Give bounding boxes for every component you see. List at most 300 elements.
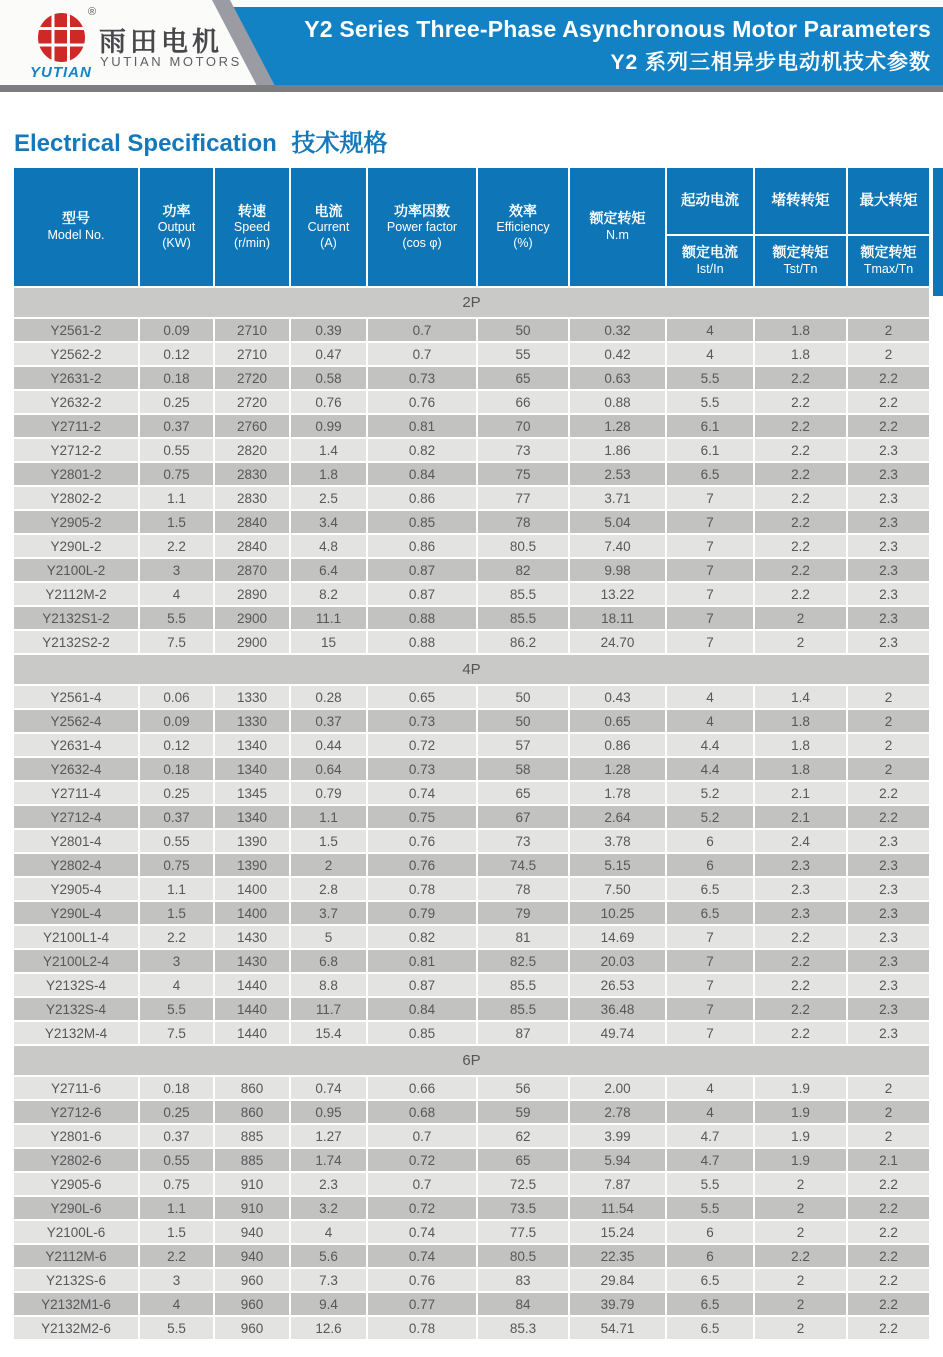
table-cell: 1430	[215, 926, 289, 948]
table-cell: 0.72	[368, 1197, 476, 1219]
table-cell: Y2100L2-4	[14, 950, 138, 972]
brand-name-english: YUTIAN MOTORS	[100, 54, 242, 69]
table-cell: Y2712-2	[14, 439, 138, 461]
table-cell: 5	[291, 926, 366, 948]
table-cell: Y2132S-4	[14, 974, 138, 996]
table-cell: 2	[755, 1269, 846, 1291]
table-cell: 2.2	[848, 1221, 929, 1243]
table-cell: Y2561-4	[14, 686, 138, 708]
table-cell: Y2711-6	[14, 1077, 138, 1099]
table-cell: 0.82	[368, 926, 476, 948]
table-cell: 0.84	[368, 998, 476, 1020]
table-cell: 0.77	[368, 1293, 476, 1315]
table-cell: 1400	[215, 902, 289, 924]
table-cell: 1.27	[291, 1125, 366, 1147]
table-cell: 1.8	[755, 343, 846, 365]
table-cell: 2.3	[848, 535, 929, 557]
table-cell: 0.7	[368, 1125, 476, 1147]
table-cell: 54.71	[570, 1317, 665, 1339]
table-cell: 2.3	[848, 950, 929, 972]
table-cell: 2.00	[570, 1077, 665, 1099]
table-cell: 2.3	[848, 511, 929, 533]
table-cell: 2.3	[848, 1022, 929, 1044]
table-cell: 0.44	[291, 734, 366, 756]
table-cell: 0.79	[368, 902, 476, 924]
table-cell: 1.4	[755, 686, 846, 708]
table-cell: 2.1	[755, 782, 846, 804]
table-cell: Y2801-4	[14, 830, 138, 852]
table-cell: 2.2	[755, 926, 846, 948]
section-band-label: 4P	[462, 661, 481, 678]
table-cell: 50	[478, 319, 568, 341]
table-cell: 2.3	[848, 559, 929, 581]
table-cell: 2.2	[140, 1245, 213, 1267]
table-cell: 2.1	[848, 1149, 929, 1171]
table-cell: 62	[478, 1125, 568, 1147]
table-cell: 2820	[215, 439, 289, 461]
table-cell: 8.8	[291, 974, 366, 996]
table-cell: 0.09	[140, 710, 213, 732]
table-cell: 2.8	[291, 878, 366, 900]
table-cell: 0.75	[140, 1173, 213, 1195]
table-cell: 885	[215, 1149, 289, 1171]
table-row	[14, 758, 929, 780]
table-cell: 1.9	[755, 1077, 846, 1099]
table-cell: 2.2	[848, 367, 929, 389]
section-band	[14, 1046, 929, 1075]
table-cell: 1340	[215, 734, 289, 756]
table-cell: 2.3	[848, 830, 929, 852]
table-cell: 2.2	[140, 535, 213, 557]
header-edge-accent	[933, 168, 943, 296]
table-cell: 1440	[215, 974, 289, 996]
table-cell: 2.4	[755, 830, 846, 852]
table-cell: 1.9	[755, 1101, 846, 1123]
table-cell: 2.2	[848, 782, 929, 804]
table-cell: 5.94	[570, 1149, 665, 1171]
table-cell: 74.5	[478, 854, 568, 876]
table-cell: 2.2	[755, 535, 846, 557]
table-cell: 0.72	[368, 734, 476, 756]
table-cell: 4	[140, 1293, 213, 1315]
column-header-starting-current-top: 起动电流	[667, 168, 753, 234]
table-row	[14, 878, 929, 900]
table-cell: 0.25	[140, 391, 213, 413]
table-cell: 1440	[215, 1022, 289, 1044]
table-cell: Y2801-2	[14, 463, 138, 485]
table-cell: 2.3	[848, 926, 929, 948]
table-cell: 0.76	[368, 1269, 476, 1291]
table-cell: 0.43	[570, 686, 665, 708]
table-cell: 0.76	[368, 391, 476, 413]
table-cell: 2.2	[848, 1173, 929, 1195]
column-header-efficiency: 效率 Efficiency (%)	[478, 168, 568, 286]
table-cell: 85.3	[478, 1317, 568, 1339]
table-cell: 4	[667, 686, 753, 708]
table-cell: 1.1	[291, 806, 366, 828]
table-cell: 1.28	[570, 758, 665, 780]
table-cell: 7.5	[140, 1022, 213, 1044]
table-cell: 2.3	[848, 902, 929, 924]
table-row	[14, 319, 929, 341]
table-cell: 2	[848, 1101, 929, 1123]
table-cell: Y2562-2	[14, 343, 138, 365]
table-cell: 0.37	[291, 710, 366, 732]
table-cell: 5.5	[140, 607, 213, 629]
table-cell: 6	[667, 854, 753, 876]
table-cell: Y290L-6	[14, 1197, 138, 1219]
table-cell: 0.66	[368, 1077, 476, 1099]
table-cell: 81	[478, 926, 568, 948]
table-header	[14, 168, 929, 286]
table-cell: 2.3	[755, 854, 846, 876]
table-cell: 65	[478, 1149, 568, 1171]
table-row	[14, 686, 929, 708]
table-cell: 2840	[215, 535, 289, 557]
table-cell: 79	[478, 902, 568, 924]
table-cell: 0.37	[140, 806, 213, 828]
table-cell: 11.54	[570, 1197, 665, 1219]
table-cell: 0.75	[140, 854, 213, 876]
table-row	[14, 1173, 929, 1195]
column-header-current: 电流 Current (A)	[291, 168, 366, 286]
table-cell: Y2905-2	[14, 511, 138, 533]
table-cell: 7	[667, 974, 753, 996]
table-cell: Y2631-2	[14, 367, 138, 389]
table-cell: 0.87	[368, 974, 476, 996]
table-row	[14, 1101, 929, 1123]
table-cell: 82	[478, 559, 568, 581]
table-cell: 0.12	[140, 343, 213, 365]
table-cell: Y2905-4	[14, 878, 138, 900]
table-cell: Y2561-2	[14, 319, 138, 341]
table-cell: Y290L-2	[14, 535, 138, 557]
table-cell: 0.84	[368, 463, 476, 485]
table-cell: 83	[478, 1269, 568, 1291]
table-cell: 26.53	[570, 974, 665, 996]
table-cell: 960	[215, 1293, 289, 1315]
table-cell: 2900	[215, 607, 289, 629]
table-cell: 0.37	[140, 415, 213, 437]
table-cell: 11.7	[291, 998, 366, 1020]
table-cell: 2	[848, 686, 929, 708]
table-cell: 0.58	[291, 367, 366, 389]
table-cell: 2710	[215, 343, 289, 365]
table-cell: 2.2	[755, 439, 846, 461]
table-cell: 0.75	[368, 806, 476, 828]
table-cell: 7	[667, 511, 753, 533]
table-cell: 82.5	[478, 950, 568, 972]
table-cell: 2.2	[755, 487, 846, 509]
registered-trademark-icon: ®	[88, 6, 97, 18]
table-cell: 2	[755, 1197, 846, 1219]
table-cell: 960	[215, 1269, 289, 1291]
table-cell: 910	[215, 1173, 289, 1195]
table-cell: 73	[478, 830, 568, 852]
table-cell: 9.98	[570, 559, 665, 581]
table-cell: 6	[667, 1221, 753, 1243]
table-cell: 7.5	[140, 631, 213, 653]
table-cell: 3	[140, 950, 213, 972]
table-cell: 2	[848, 710, 929, 732]
table-cell: 9.4	[291, 1293, 366, 1315]
table-cell: 2720	[215, 391, 289, 413]
table-cell: 2	[291, 854, 366, 876]
table-cell: Y2132M2-6	[14, 1317, 138, 1339]
table-cell: 65	[478, 367, 568, 389]
table-cell: 0.76	[291, 391, 366, 413]
table-cell: 2.2	[848, 806, 929, 828]
table-cell: Y2100L1-4	[14, 926, 138, 948]
table-cell: 0.64	[291, 758, 366, 780]
column-header-rated-torque: 额定转矩 N.m	[570, 168, 665, 286]
table-cell: 67	[478, 806, 568, 828]
table-cell: 0.73	[368, 758, 476, 780]
table-cell: 49.74	[570, 1022, 665, 1044]
section-band-label: 2P	[462, 294, 481, 311]
table-cell: 2.2	[755, 391, 846, 413]
table-cell: 0.18	[140, 758, 213, 780]
table-cell: 2.3	[848, 607, 929, 629]
table-row	[14, 1317, 929, 1339]
table-cell: 4	[667, 319, 753, 341]
table-cell: 2.2	[755, 1245, 846, 1267]
table-cell: 0.73	[368, 367, 476, 389]
table-cell: 1.5	[140, 1221, 213, 1243]
table-row	[14, 487, 929, 509]
table-cell: 85.5	[478, 974, 568, 996]
table-cell: 1.9	[755, 1125, 846, 1147]
table-cell: 0.87	[368, 583, 476, 605]
table-row	[14, 583, 929, 605]
table-cell: 6.1	[667, 415, 753, 437]
table-row	[14, 559, 929, 581]
table-cell: 0.55	[140, 1149, 213, 1171]
table-cell: 2.3	[755, 902, 846, 924]
table-cell: 1340	[215, 806, 289, 828]
table-cell: 1345	[215, 782, 289, 804]
table-cell: 2.3	[848, 631, 929, 653]
table-cell: 50	[478, 686, 568, 708]
table-cell: 11.1	[291, 607, 366, 629]
table-cell: 1.8	[755, 319, 846, 341]
table-cell: Y2711-2	[14, 415, 138, 437]
table-cell: Y2112M-2	[14, 583, 138, 605]
table-cell: 3.71	[570, 487, 665, 509]
yutian-logo-icon	[38, 13, 85, 62]
table-cell: 0.39	[291, 319, 366, 341]
table-row	[14, 463, 929, 485]
table-cell: Y2132S-4	[14, 998, 138, 1020]
table-cell: 0.74	[368, 782, 476, 804]
table-cell: 14.69	[570, 926, 665, 948]
table-cell: 4.7	[667, 1149, 753, 1171]
table-row	[14, 1197, 929, 1219]
table-cell: 75	[478, 463, 568, 485]
table-cell: Y2132M1-6	[14, 1293, 138, 1315]
table-cell: Y2132S-6	[14, 1269, 138, 1291]
table-cell: 860	[215, 1077, 289, 1099]
table-cell: 13.22	[570, 583, 665, 605]
table-cell: 0.06	[140, 686, 213, 708]
table-cell: Y2100L-2	[14, 559, 138, 581]
table-row	[14, 1269, 929, 1291]
table-cell: Y2802-6	[14, 1149, 138, 1171]
table-cell: Y2112M-6	[14, 1245, 138, 1267]
table-cell: 860	[215, 1101, 289, 1123]
table-cell: 7	[667, 926, 753, 948]
table-cell: 2.3	[848, 878, 929, 900]
table-cell: 0.25	[140, 782, 213, 804]
table-cell: 2	[848, 343, 929, 365]
table-cell: 6.4	[291, 559, 366, 581]
table-cell: 6.5	[667, 1317, 753, 1339]
table-cell: 0.42	[570, 343, 665, 365]
table-cell: 0.25	[140, 1101, 213, 1123]
table-cell: 5.2	[667, 806, 753, 828]
table-cell: 6.8	[291, 950, 366, 972]
table-cell: 1.74	[291, 1149, 366, 1171]
table-cell: 5.5	[667, 1197, 753, 1219]
table-cell: 1.5	[291, 830, 366, 852]
section-title-english: Electrical Specification	[14, 130, 277, 157]
table-cell: 70	[478, 415, 568, 437]
table-cell: 0.55	[140, 830, 213, 852]
table-cell: Y2562-4	[14, 710, 138, 732]
table-cell: 0.86	[368, 487, 476, 509]
table-cell: 0.88	[368, 631, 476, 653]
table-cell: 55	[478, 343, 568, 365]
table-cell: Y2100L-6	[14, 1221, 138, 1243]
table-row	[14, 415, 929, 437]
table-cell: 2.3	[848, 439, 929, 461]
table-cell: 72.5	[478, 1173, 568, 1195]
table-cell: 5.15	[570, 854, 665, 876]
table-cell: 4.8	[291, 535, 366, 557]
table-row	[14, 607, 929, 629]
table-cell: 0.7	[368, 343, 476, 365]
table-cell: 7.3	[291, 1269, 366, 1291]
table-cell: 0.78	[368, 1317, 476, 1339]
table-cell: 0.82	[368, 439, 476, 461]
table-row	[14, 926, 929, 948]
table-cell: 2.2	[755, 1022, 846, 1044]
table-cell: 0.72	[368, 1149, 476, 1171]
table-cell: 0.47	[291, 343, 366, 365]
table-cell: 4	[291, 1221, 366, 1243]
table-cell: 0.12	[140, 734, 213, 756]
column-header-speed: 转速 Speed (r/min)	[215, 168, 289, 286]
section-band	[14, 655, 929, 684]
table-cell: 7	[667, 998, 753, 1020]
table-cell: 1.86	[570, 439, 665, 461]
section-title	[14, 123, 943, 158]
table-cell: 2	[755, 1221, 846, 1243]
section-band	[14, 288, 929, 317]
table-cell: 57	[478, 734, 568, 756]
table-cell: 5.04	[570, 511, 665, 533]
table-cell: 4	[667, 710, 753, 732]
table-row	[14, 806, 929, 828]
table-cell: 87	[478, 1022, 568, 1044]
table-cell: 2.2	[755, 583, 846, 605]
table-cell: 6.5	[667, 878, 753, 900]
table-cell: 29.84	[570, 1269, 665, 1291]
table-cell: 5.5	[667, 1173, 753, 1195]
table-cell: 2.2	[755, 950, 846, 972]
table-cell: 2.78	[570, 1101, 665, 1123]
table-cell: 7	[667, 607, 753, 629]
table-cell: 2760	[215, 415, 289, 437]
table-cell: 2.2	[848, 1293, 929, 1315]
table-cell: Y2905-6	[14, 1173, 138, 1195]
table-cell: 5.5	[667, 367, 753, 389]
table-cell: 0.86	[570, 734, 665, 756]
table-cell: 2.2	[755, 511, 846, 533]
table-cell: Y290L-4	[14, 902, 138, 924]
table-cell: 3.78	[570, 830, 665, 852]
table-cell: 0.37	[140, 1125, 213, 1147]
table-cell: 2.5	[291, 487, 366, 509]
table-cell: 2	[755, 631, 846, 653]
column-header-output: 功率 Output (KW)	[140, 168, 213, 286]
table-cell: 0.32	[570, 319, 665, 341]
table-cell: 7.50	[570, 878, 665, 900]
table-cell: 73.5	[478, 1197, 568, 1219]
table-cell: 65	[478, 782, 568, 804]
table-cell: 20.03	[570, 950, 665, 972]
table-cell: 0.85	[368, 511, 476, 533]
table-row	[14, 631, 929, 653]
table-cell: 2.3	[755, 878, 846, 900]
table-cell: 7.40	[570, 535, 665, 557]
table-row	[14, 782, 929, 804]
table-cell: 1330	[215, 710, 289, 732]
table-cell: 2840	[215, 511, 289, 533]
table-cell: 73	[478, 439, 568, 461]
table-row	[14, 1293, 929, 1315]
table-cell: 3.4	[291, 511, 366, 533]
table-cell: 39.79	[570, 1293, 665, 1315]
table-cell: 0.76	[368, 830, 476, 852]
section-title-chinese: 技术规格	[291, 130, 388, 157]
table-cell: 5.6	[291, 1245, 366, 1267]
table-cell: 0.81	[368, 950, 476, 972]
table-cell: 2	[848, 758, 929, 780]
table-cell: 2870	[215, 559, 289, 581]
table-row	[14, 535, 929, 557]
table-cell: 1.1	[140, 487, 213, 509]
table-cell: 2.1	[755, 806, 846, 828]
table-row	[14, 1077, 929, 1099]
table-cell: 0.68	[368, 1101, 476, 1123]
table-cell: 7.87	[570, 1173, 665, 1195]
table-cell: 2.2	[848, 1245, 929, 1267]
table-row	[14, 1245, 929, 1267]
table-cell: 2	[755, 1173, 846, 1195]
table-cell: 5.5	[140, 998, 213, 1020]
table-cell: 4	[140, 583, 213, 605]
table-cell: 85.5	[478, 998, 568, 1020]
brand-name-chinese: 雨田电机	[99, 27, 223, 57]
table-row	[14, 830, 929, 852]
table-row	[14, 854, 929, 876]
table-cell: 2.2	[755, 559, 846, 581]
table-cell: 2.2	[848, 415, 929, 437]
column-header-ist-in: 额定电流 Ist/In	[667, 236, 753, 286]
table-cell: Y2802-2	[14, 487, 138, 509]
table-row	[14, 367, 929, 389]
